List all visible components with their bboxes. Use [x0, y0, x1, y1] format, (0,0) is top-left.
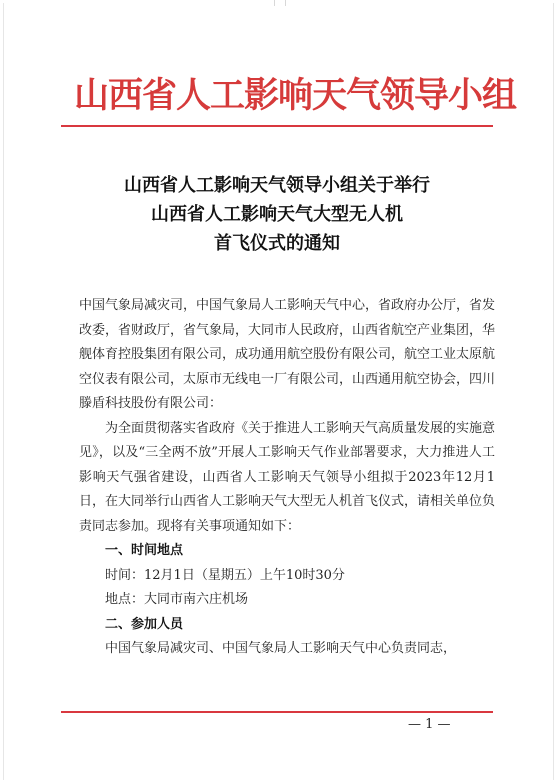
- recipients-paragraph: 中国气象局减灾司，中国气象局人工影响天气中心，省政府办公厅，省发改委，省财政厅，省气象局，大同市人民政府，山西省航空产业集团，华舰体育控股集团有限公司，成功通用航空股份有限公司，航空工业太原航空仪表有限公司，太原市无线电一厂有限公司，山西通用航空协会，四川滕盾科技股份有限公司：: [79, 298, 496, 411]
- title-line-3: 首飞仪式的通知: [214, 233, 340, 254]
- place-line: 地点：大同市南六庄机场: [105, 592, 249, 607]
- title-line-1: 山西省人工影响天气领导小组关于举行: [124, 175, 430, 196]
- document-title: [61, 171, 493, 258]
- section-heading-participants: 二、参加人员: [105, 616, 184, 632]
- participants-line: 中国气象局减灾司、中国气象局人工影响天气中心负责同志，: [105, 641, 457, 656]
- title-line-2: 山西省人工影响天气大型无人机: [151, 204, 403, 225]
- document-body: [79, 294, 495, 662]
- page-number: — 1 —: [408, 717, 451, 732]
- letterhead: 山西省人工影响天气领导小组: [74, 75, 517, 116]
- intro-paragraph: 为全面贯彻落实省政府《关于推进人工影响天气高质量发展的实施意见》，以及“三全两不放”开展人工影响天气作业部署要求，大力推进人工影响天气强省建设，山西省人工影响天气领导小组拟于2023年12月1日，在大同举行山西省人工影响天气大型无人机首飞仪式，请相关单位负责同志参加。现将有关事项通知如下：: [79, 420, 496, 534]
- time-line: 时间：12月1日（星期五）上午10时30分: [105, 567, 345, 583]
- footer-red-rule: [61, 711, 493, 713]
- letterhead-red-rule: [61, 125, 493, 127]
- section-heading-time-place: 一、时间地点: [105, 543, 184, 558]
- scan-top-mark: [274, 0, 286, 6]
